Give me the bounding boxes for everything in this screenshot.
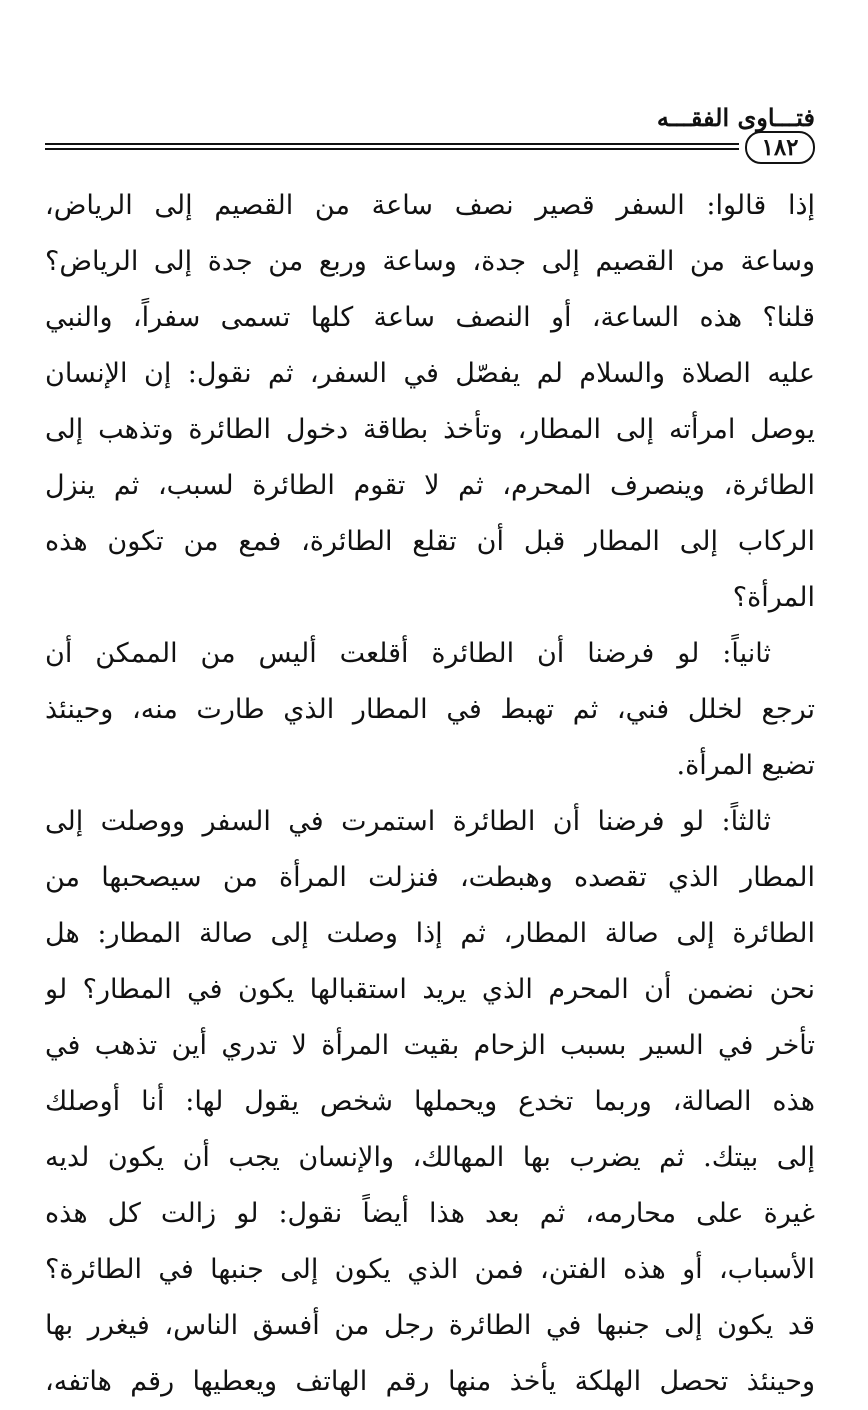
text-line: الطائرة إلى صالة المطار، ثم إذا وصلت إلى صالة المطار: هل <box>45 918 815 949</box>
text-line: نحن نضمن أن المحرم الذي يريد استقبالها يكون في المطار؟ لو <box>45 974 815 1005</box>
text-line: ثانياً: لو فرضنا أن الطائرة أقلعت أليس من الممكن أن <box>45 638 771 669</box>
text-line: إذا قالوا: السفر قصير نصف ساعة من القصيم إلى الرياض، <box>45 190 815 221</box>
text-line: المطار الذي تقصده وهبطت، فنزلت المرأة من سيصحبها من <box>45 862 815 893</box>
text-line: تأخر في السير بسبب الزحام بقيت المرأة لا تدري أين تذهب في <box>45 1030 815 1061</box>
header-rule-top <box>45 143 739 145</box>
text-line: يوصل امرأته إلى المطار، وتأخذ بطاقة دخول الطائرة وتذهب إلى <box>45 414 815 445</box>
text-line: هذه الصالة، وربما تخدع ويحملها شخص يقول لها: أنا أوصلك <box>45 1086 815 1117</box>
text-line: الطائرة، وينصرف المحرم، ثم لا تقوم الطائرة لسبب، ثم ينزل <box>45 470 815 501</box>
running-title: فتـــاوى الفقـــه <box>656 103 815 132</box>
text-line: وحينئذ تحصل الهلكة يأخذ منها رقم الهاتف ويعطيها رقم هاتفه، <box>45 1366 815 1397</box>
text-line: الركاب إلى المطار قبل أن تقلع الطائرة، فمع من تكون هذه <box>45 526 815 557</box>
page-header <box>45 104 815 162</box>
text-line: عليه الصلاة والسلام لم يفصّل في السفر، ثم نقول: إن الإنسان <box>45 358 815 389</box>
text-line: قلنا؟ هذه الساعة، أو النصف ساعة كلها تسمى سفراً، والنبي <box>45 302 815 333</box>
page-number: ١٨٢ <box>745 131 815 164</box>
text-line: إلى بيتك. ثم يضرب بها المهالك، والإنسان يجب أن يكون لديه <box>45 1142 815 1173</box>
header-rule-bottom <box>45 148 739 150</box>
text-line: ترجع لخلل فني، ثم تهبط في المطار الذي طارت منه، وحينئذ <box>45 694 815 725</box>
text-line: المرأة؟ <box>732 582 815 613</box>
text-line: تضيع المرأة. <box>676 750 815 781</box>
text-line: وساعة من القصيم إلى جدة، وساعة وربع من جدة إلى الرياض؟ <box>45 246 815 277</box>
text-line: الأسباب، أو هذه الفتن، فمن الذي يكون إلى جنبها في الطائرة؟ <box>45 1254 815 1285</box>
text-line: غيرة على محارمه، ثم بعد هذا أيضاً نقول: لو زالت كل هذه <box>45 1198 815 1229</box>
text-line: قد يكون إلى جنبها في الطائرة رجل من أفسق الناس، فيغرر بها <box>45 1310 815 1341</box>
text-line: ثالثاً: لو فرضنا أن الطائرة استمرت في السفر ووصلت إلى <box>45 806 771 837</box>
body-text <box>45 178 815 1410</box>
